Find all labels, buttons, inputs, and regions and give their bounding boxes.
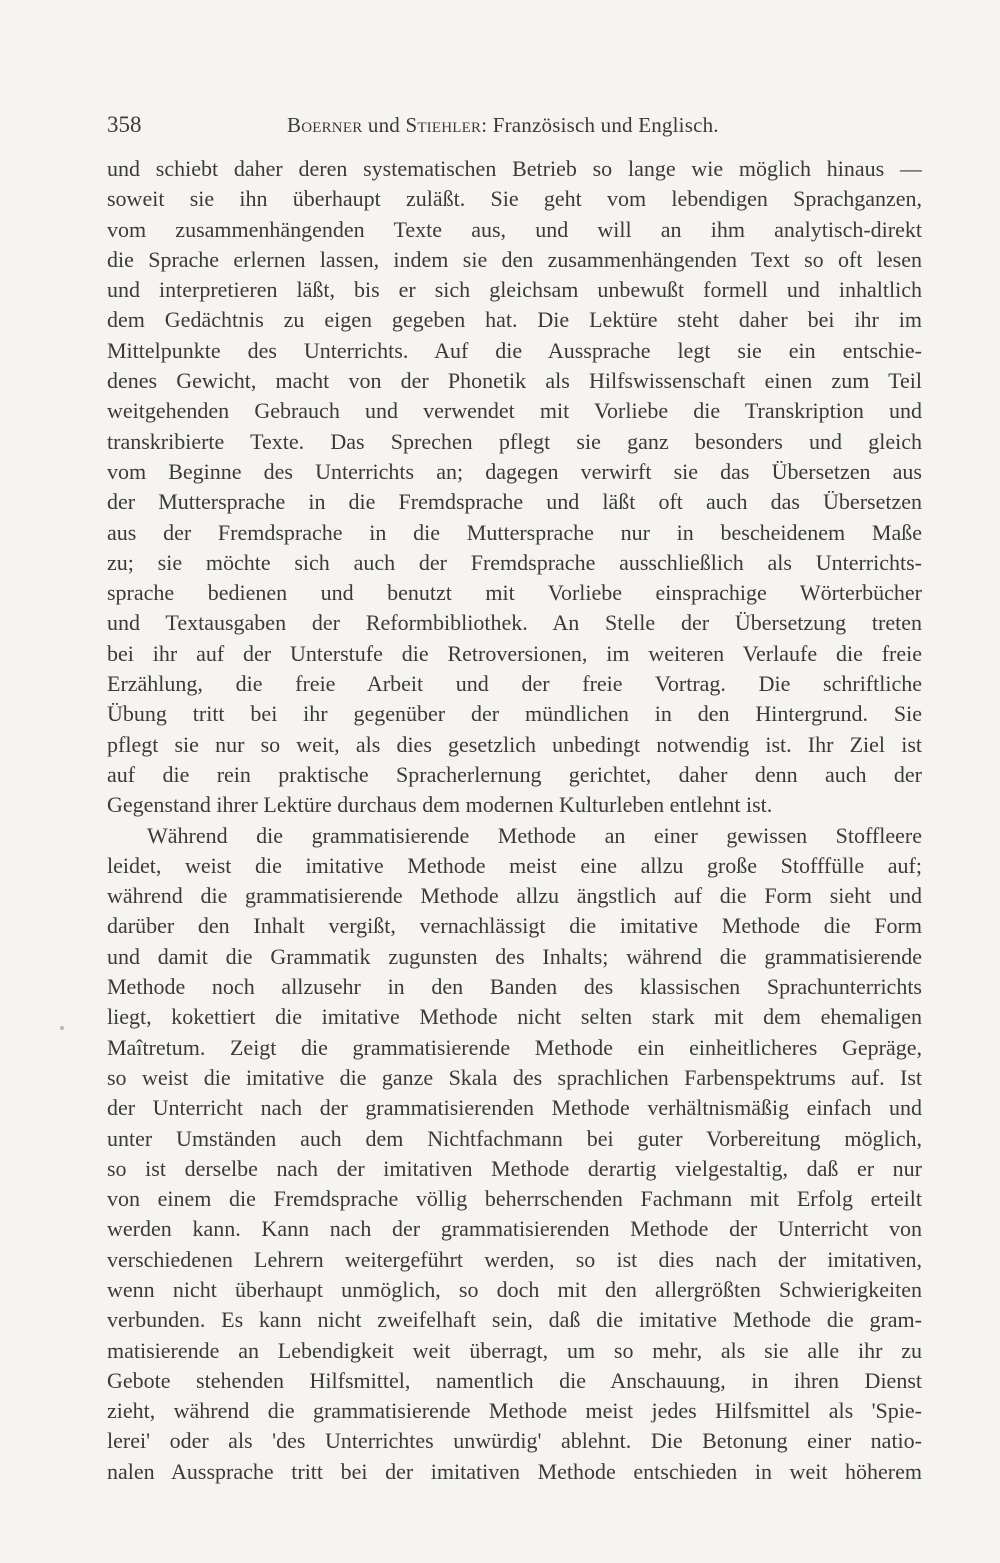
text-line: Während die grammatisierende Methode an einer gewissen Stoffleere xyxy=(147,822,922,848)
text-line: unter Umständen auch dem Nichtfachmann bei guter Vorbereitung möglich, xyxy=(107,1125,922,1151)
text-line: der Muttersprache in die Fremdsprache und läßt oft auch das Übersetzen xyxy=(107,489,922,515)
text-line: so ist derselbe nach der imitativen Methode derartig vielgestaltig, daß er nur xyxy=(107,1155,922,1181)
book-title: : Französisch und Englisch. xyxy=(481,113,719,137)
author-connector: und xyxy=(367,113,400,137)
text-line: auf die rein praktische Spracherlernung gerichtet, daher denn auch der xyxy=(107,761,922,787)
running-head xyxy=(287,113,719,138)
text-line: pflegt sie nur so weit, als dies gesetzlich unbedingt notwendig ist. Ihr Ziel ist xyxy=(107,731,922,757)
text-line: und Textausgaben der Reformbibliothek. An Stelle der Übersetzung treten xyxy=(107,610,922,636)
text-line: verbunden. Es kann nicht zweifelhaft sein, daß die imitative Methode die gram- xyxy=(107,1307,922,1333)
text-line: zu; sie möchte sich auch der Fremdsprache ausschließlich als Unterrichts- xyxy=(107,549,922,575)
text-line: matisierende an Lebendigkeit weit überragt, um so mehr, als sie alle ihr zu xyxy=(107,1337,922,1363)
text-line: verschiedenen Lehrern weitergeführt werden, so ist dies nach der imitativen, xyxy=(107,1246,922,1272)
text-line: wenn nicht überhaupt unmöglich, so doch mit den allergrößten Schwierigkeiten xyxy=(107,1276,922,1302)
text-line: aus der Fremdsprache in die Muttersprache nur in bescheidenem Maße xyxy=(107,519,922,545)
text-line: transkribierte Texte. Das Sprechen pflegt sie ganz besonders und gleich xyxy=(107,428,922,454)
author-name: Boerner xyxy=(287,113,363,137)
page-header xyxy=(107,112,922,142)
body-text xyxy=(107,154,922,1487)
text-line: dem Gedächtnis zu eigen gegeben hat. Die Lektüre steht daher bei ihr im xyxy=(107,307,922,333)
text-line: denes Gewicht, macht von der Phonetik als Hilfswissenschaft einen zum Teil xyxy=(107,368,922,394)
text-line: leidet, weist die imitative Methode meist eine allzu große Stofffülle auf; xyxy=(107,852,922,878)
text-line: werden kann. Kann nach der grammatisierenden Methode der Unterricht von xyxy=(107,1216,922,1242)
author-name: Stiehler xyxy=(405,113,482,137)
text-line: Mittelpunkte des Unterrichts. Auf die Aussprache legt sie ein entschie- xyxy=(107,337,922,363)
text-line: nalen Aussprache tritt bei der imitativen Methode entschieden in weit höherem xyxy=(107,1458,922,1484)
text-line: während die grammatisierende Methode allzu ängstlich auf die Form sieht und xyxy=(107,883,922,909)
text-line: Übung tritt bei ihr gegenüber der mündlichen in den Hintergrund. Sie xyxy=(107,701,922,727)
text-line: weitgehenden Gebrauch und verwendet mit Vorliebe die Transkription und xyxy=(107,398,922,424)
text-line: der Unterricht nach der grammatisierenden Methode verhältnismäßig einfach und xyxy=(107,1095,922,1121)
text-line: und schiebt daher deren systematischen Betrieb so lange wie möglich hinaus — xyxy=(107,156,922,181)
text-line: liegt, kokettiert die imitative Methode nicht selten stark mit dem ehemaligen xyxy=(107,1004,922,1030)
text-line: vom Beginne des Unterrichts an; dagegen verwirft sie das Übersetzen aus xyxy=(107,458,922,484)
text-line: vom zusammenhängenden Texte aus, und will an ihm analytisch-direkt xyxy=(107,216,922,242)
text-line: so weist die imitative die ganze Skala des sprachlichen Farbenspektrums auf. Ist xyxy=(107,1064,922,1090)
text-line: und damit die Grammatik zugunsten des Inhalts; während die grammatisierende xyxy=(107,943,922,969)
page-number: 358 xyxy=(107,112,142,137)
text-line: darüber den Inhalt vergißt, vernachlässigt die imitative Methode die Form xyxy=(107,913,922,939)
text-line: Gegenstand ihrer Lektüre durchaus dem modernen Kulturleben entlehnt ist. xyxy=(107,792,773,818)
text-line: Methode noch allzusehr in den Banden des klassischen Sprachunterrichts xyxy=(107,974,922,1000)
text-line: lerei' oder als 'des Unterrichtes unwürdig' ablehnt. Die Betonung einer natio- xyxy=(107,1428,922,1454)
text-line: von einem die Fremdsprache völlig beherrschenden Fachmann mit Erfolg erteilt xyxy=(107,1186,922,1212)
text-line: die Sprache erlernen lassen, indem sie den zusammenhängenden Text so oft lesen xyxy=(107,246,922,272)
paper-speck xyxy=(60,1026,64,1030)
text-line: und interpretieren läßt, bis er sich gleichsam unbewußt formell und inhaltlich xyxy=(107,277,922,303)
text-line: Erzählung, die freie Arbeit und der freie Vortrag. Die schriftliche xyxy=(107,671,922,697)
text-line: Gebote stehenden Hilfsmittel, namentlich die Anschauung, in ihren Dienst xyxy=(107,1367,922,1393)
text-line: bei ihr auf der Unterstufe die Retroversionen, im weiteren Verlaufe die freie xyxy=(107,640,922,666)
text-line: Maîtretum. Zeigt die grammatisierende Methode ein einheitlicheres Gepräge, xyxy=(107,1034,922,1060)
text-line: zieht, während die grammatisierende Methode meist jedes Hilfsmittel als 'Spie- xyxy=(107,1398,922,1424)
text-line: soweit sie ihn überhaupt zuläßt. Sie geht vom lebendigen Sprachganzen, xyxy=(107,186,922,212)
text-line: sprache bedienen und benutzt mit Vorliebe einsprachige Wörterbücher xyxy=(107,580,922,606)
